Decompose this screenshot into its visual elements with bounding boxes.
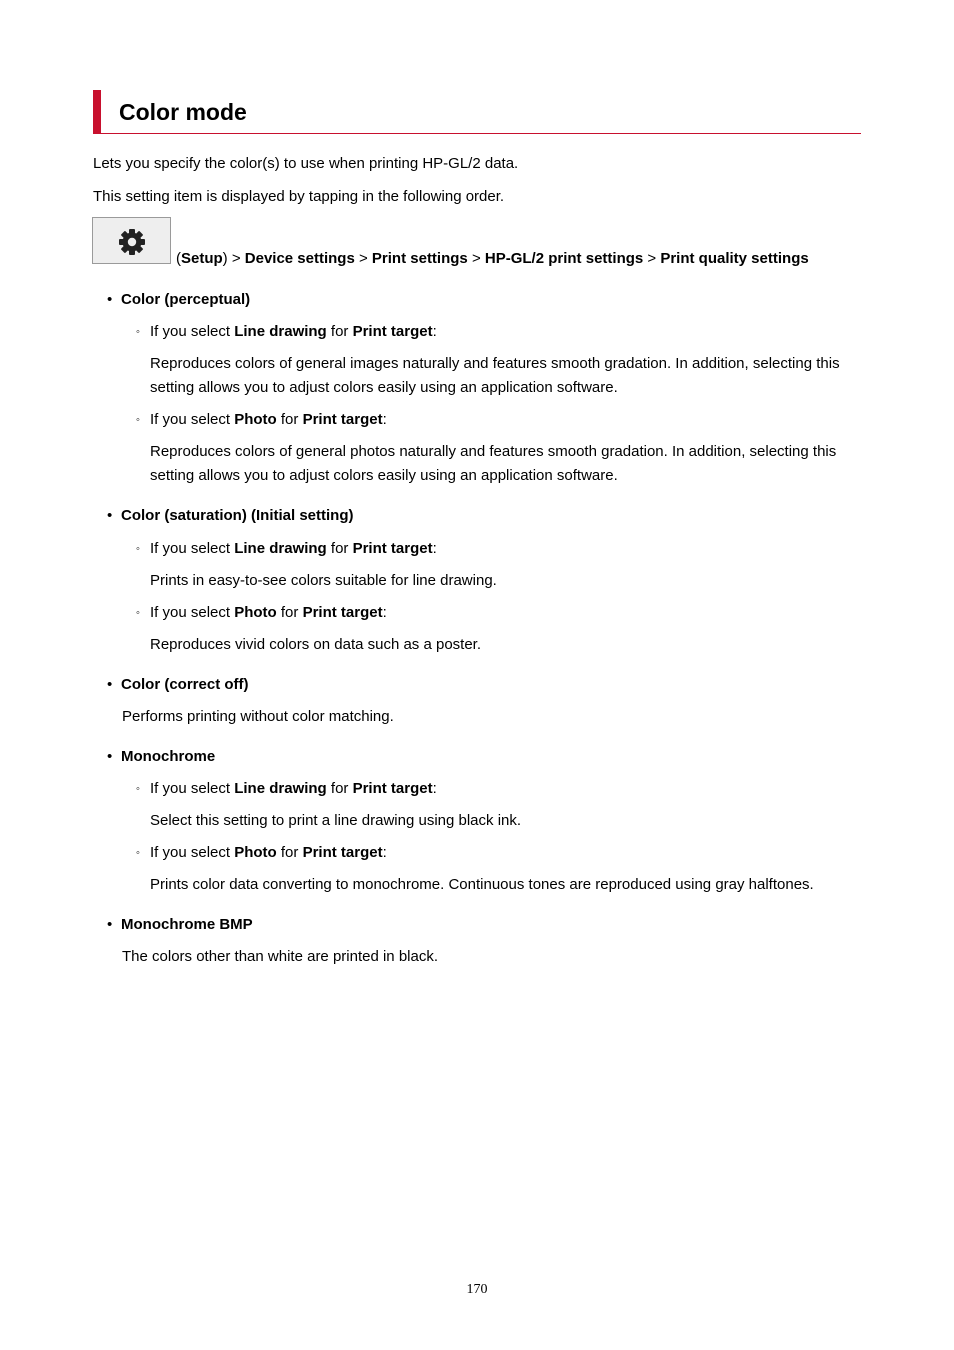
text: for bbox=[276, 411, 303, 428]
text: for bbox=[276, 604, 303, 621]
description: Prints in easy-to-see colors suitable for line drawing. bbox=[150, 572, 497, 589]
item-label: Color (saturation) (Initial setting) bbox=[121, 507, 354, 524]
bullet: • bbox=[107, 507, 113, 524]
sub-bullet: ◦ bbox=[136, 326, 140, 338]
intro-order-text: This setting item is displayed by tapping in the following order. bbox=[93, 188, 505, 205]
bullet: • bbox=[107, 291, 113, 308]
title-accent-bar bbox=[93, 90, 101, 133]
path-setup: Setup bbox=[181, 250, 223, 267]
print-target-term: Print target bbox=[302, 844, 383, 861]
path-sep: > bbox=[643, 250, 661, 267]
text: If you select bbox=[150, 540, 235, 557]
path-sep: > bbox=[467, 250, 485, 267]
description: The colors other than white are printed in black. bbox=[122, 948, 439, 965]
sub-bullet: ◦ bbox=[136, 414, 140, 426]
description: Prints color data converting to monochrome. Continuous tones are reproduced using gray halftones. bbox=[150, 876, 814, 893]
text: for bbox=[276, 844, 303, 861]
sub-bullet: ◦ bbox=[136, 607, 140, 619]
text: for bbox=[326, 540, 353, 557]
text: : bbox=[432, 540, 437, 557]
line-drawing-term: Line drawing bbox=[234, 323, 327, 340]
page-title: Color mode bbox=[119, 99, 247, 125]
item-label: Color (correct off) bbox=[121, 676, 249, 693]
description: Reproduces colors of general photos naturally and features smooth gradation. In addition, selecting this setting allows you to adjust colors easily using an application software. bbox=[150, 443, 837, 484]
print-target-term: Print target bbox=[352, 780, 433, 797]
text: for bbox=[326, 780, 353, 797]
line-drawing-term: Line drawing bbox=[234, 780, 327, 797]
bullet: • bbox=[107, 748, 113, 765]
sub-item-line-drawing bbox=[136, 322, 437, 342]
bullet: • bbox=[107, 676, 113, 693]
gear-icon bbox=[118, 228, 146, 256]
page-title-block bbox=[93, 90, 861, 134]
settings-path bbox=[176, 249, 809, 269]
print-target-term: Print target bbox=[302, 604, 383, 621]
list-item-perceptual bbox=[107, 290, 250, 310]
path-device-settings: Device settings bbox=[244, 250, 355, 267]
text: : bbox=[382, 844, 387, 861]
setup-button[interactable] bbox=[92, 217, 171, 264]
print-target-term: Print target bbox=[352, 323, 433, 340]
path-open-paren: ( bbox=[176, 250, 181, 267]
text: If you select bbox=[150, 411, 235, 428]
photo-term: Photo bbox=[234, 411, 277, 428]
page-number: 170 bbox=[466, 1282, 488, 1297]
list-item-monochrome bbox=[107, 747, 215, 767]
photo-term: Photo bbox=[234, 844, 277, 861]
item-label: Monochrome bbox=[121, 748, 216, 765]
text: : bbox=[432, 323, 437, 340]
text: : bbox=[382, 411, 387, 428]
sub-item-line-drawing bbox=[136, 539, 437, 559]
description: Performs printing without color matching. bbox=[122, 708, 394, 725]
sub-bullet: ◦ bbox=[136, 847, 140, 859]
intro-text: Lets you specify the color(s) to use when printing HP-GL/2 data. bbox=[93, 155, 519, 172]
path-print-settings: Print settings bbox=[371, 250, 468, 267]
sub-item-line-drawing bbox=[136, 779, 437, 799]
line-drawing-term: Line drawing bbox=[234, 540, 327, 557]
text: for bbox=[326, 323, 353, 340]
sub-item-photo bbox=[136, 843, 387, 863]
description: Reproduces vivid colors on data such as a poster. bbox=[150, 636, 482, 653]
sub-bullet: ◦ bbox=[136, 543, 140, 555]
list-item-monochrome-bmp bbox=[107, 915, 253, 935]
item-label: Color (perceptual) bbox=[121, 291, 251, 308]
description: Select this setting to print a line drawing using black ink. bbox=[150, 812, 522, 829]
sub-bullet: ◦ bbox=[136, 783, 140, 795]
path-sep: > bbox=[354, 250, 372, 267]
path-hpgl-settings: HP-GL/2 print settings bbox=[484, 250, 644, 267]
text: If you select bbox=[150, 323, 235, 340]
print-target-term: Print target bbox=[352, 540, 433, 557]
text: : bbox=[382, 604, 387, 621]
list-item-correct-off bbox=[107, 675, 249, 695]
description: Reproduces colors of general images naturally and features smooth gradation. In addition, selecting this setting allows you to adjust colors easily using an application software. bbox=[150, 355, 840, 396]
sub-item-photo bbox=[136, 410, 387, 430]
text: If you select bbox=[150, 780, 235, 797]
photo-term: Photo bbox=[234, 604, 277, 621]
list-item-saturation bbox=[107, 506, 354, 526]
text: If you select bbox=[150, 844, 235, 861]
path-print-quality-settings: Print quality settings bbox=[660, 250, 809, 267]
text: : bbox=[432, 780, 437, 797]
text: If you select bbox=[150, 604, 235, 621]
item-label: Monochrome BMP bbox=[121, 916, 253, 933]
path-sep: ) > bbox=[222, 250, 245, 267]
print-target-term: Print target bbox=[302, 411, 383, 428]
bullet: • bbox=[107, 916, 113, 933]
sub-item-photo bbox=[136, 603, 387, 623]
